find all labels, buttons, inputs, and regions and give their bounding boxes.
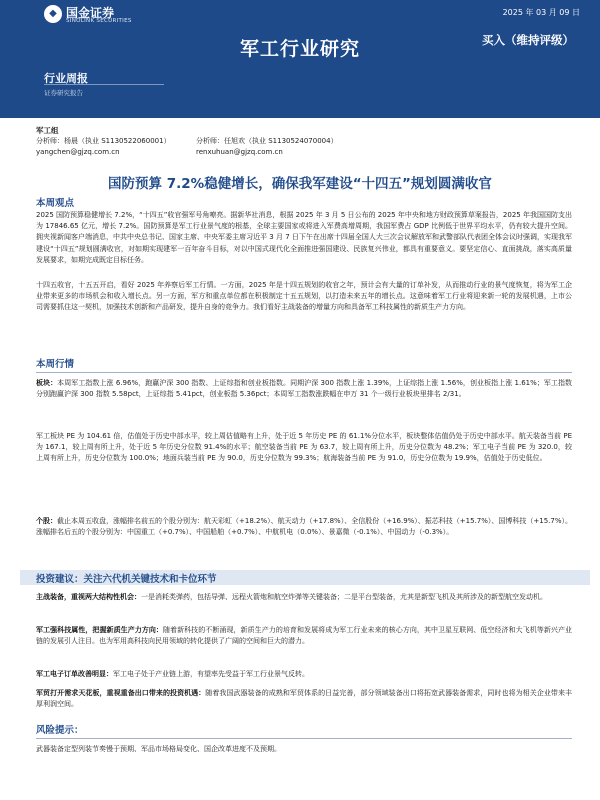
advice-item-1 xyxy=(36,592,572,603)
logo-name-en: SINOLINK SECURITIES xyxy=(66,18,132,24)
analyst-block xyxy=(36,125,576,158)
advice-item-2-text: 随着新科技的不断涌现，新质生产力的培育和发展将成为军工行业未来的核心方向，其中卫星互联网、低空经济和大飞机等新兴产业链的发展引人注目。也为军用高科技向民用领域的转化提供了广阔的空间和巨大的潜力。 xyxy=(36,626,573,646)
analyst-emails-row xyxy=(36,147,576,158)
overview-paragraph-1: 2025 国防预算稳健增长 7.2%，“十四五”收官强军号角嘹亮。据新华社消息，根据 2025 年 3 月 5 日公布的 2025 年中央和地方财政预算草案报告，2025 年我国国防支出为 17846.65 亿元，增长 7.2%。国防预算是军工行业景气度的根基，全球主要国家或将进入军费高增周期，我国军费占 GDP 比例低于世界平均水平，仍有较大提升空间。拥夹视新闻客户端消息，中共中央总书记、国家主席、中央军委主席习近平 3 月 7 日下午在出席十四届全国人大三次会议解放军和武警部队代表团全体会议时强调，实现我军建设“十四五”规划圆满收官，对如期实现建军一百年奋斗目标，对以中国式现代化全面推进强国建设、民族复兴伟业，都具有重要意义。要坚定信心、直面挑战，落实高质量发展要求，如期完成既定目标任务。 xyxy=(36,211,572,264)
plate-paragraph xyxy=(36,378,572,400)
advice-item-3 xyxy=(36,669,572,680)
section-heading-market: 本周行情 xyxy=(36,359,75,370)
advice-item-3-lead: 军工电子订单改善明显： xyxy=(36,670,113,678)
advice-item-2-lead: 军工强科技属性，把握新质生产力方向： xyxy=(36,626,163,634)
analyst-2-email[interactable]: renxuhuan@gjzq.com.cn xyxy=(196,148,283,156)
advice-item-4-lead: 军贸打开需求天花板，重视重备出口带来的投资机遇： xyxy=(36,689,206,697)
plate-lead: 板块： xyxy=(36,379,58,387)
section-heading-overview: 本周观点 xyxy=(36,198,75,209)
risk-heading: 风险提示： xyxy=(36,725,84,736)
stock-lead: 个股： xyxy=(36,517,57,525)
logo-name-cn: 国金证券 xyxy=(66,6,115,20)
report-subtype: 证券研究报告 xyxy=(44,89,83,97)
header-title: 军工行业研究 xyxy=(239,38,360,60)
plate-text: 本周军工指数上涨 6.96%，跑赢沪深 300 指数、上证综指和创业板指数。同期沪深 300 指数上涨 1.39%，上证综指上涨 1.56%，创业板指上涨 1.61%；军工指数分别跑赢沪深 300 指数 5.58pct，上证综指 5.41pct，创业板指 5.36pct；本周军工指数涨跌幅在申万 31 个一级行业板块里排名 2/31。 xyxy=(36,379,573,399)
risk-divider xyxy=(36,738,572,739)
analyst-1-email[interactable]: yangchen@gjzq.com.cn xyxy=(36,148,120,156)
sinolink-logo-icon: ◆ xyxy=(44,5,62,23)
advice-item-1-lead: 主战装备，重视两大结构性机会： xyxy=(36,593,141,601)
report-date: 2025 年 03 月 09 日 xyxy=(502,8,580,17)
analyst-group: 军工组 xyxy=(36,126,59,135)
analyst-2-name: 分析师：任旭欢（执业 S1130524070004） xyxy=(196,137,338,145)
advice-heading-bar xyxy=(20,570,590,585)
main-title: 国防预算 7.2%稳健增长，确保我军建设“十四五”规划圆满收官 xyxy=(108,176,492,192)
report-header xyxy=(0,0,600,118)
stock-paragraph xyxy=(36,516,572,538)
advice-item-2 xyxy=(36,625,572,647)
valuation-paragraph: 军工板块 PE 为 104.61 倍，估值处于历史中部水平，较上周估值略有上升，处于近 5 年历史 PE 的 61.1%分位水平，板块整体估值仍处于历史中部水平。航天装备当前 PE 为 167.1，较上周有所上升，处于近 5 年历史分位数 91.4%的水平；航空装备当前 PE 为 63.7，较上周有所上升，历史分位数为 48.2%；军工电子当前 PE 为 320.0，较上周有所上升，历史分位数为 100.0%；地面兵装当前 PE 为 90.0，历史分位数为 99.3%；航海装备当前 PE 为 91.0，历史分位数为 19.9%，估值处于历史低位。 xyxy=(36,432,572,463)
advice-heading: 投资建议：关注六代机关键技术和卡位环节 xyxy=(36,574,217,585)
advice-item-4-text: 随着我国武器装备的成熟和军贸体系的日益完善，部分领域装备出口将拓宽武器装备需求，同时也将为相关企业带来丰厚利润空间。 xyxy=(36,689,572,709)
analyst-1-name: 分析师：杨晨（执业 S1130522060001） xyxy=(36,137,171,145)
rating-badge: 买入（维持评级） xyxy=(482,33,574,47)
advice-item-3-text: 军工电子处于产业链上游，有望率先受益于军工行业景气反转。 xyxy=(113,670,309,678)
risk-text: 武器装备定型列装节奏慢于预期、军品市场格局变化、国企改革进度不及预期。 xyxy=(36,745,281,753)
stock-text: 截止本周五收盘，涨幅排名前五的个股分别为：航天彩虹（+18.2%）、航天动力（+17.8%）、全信股份（+16.9%）、振芯科技（+15.7%）、国博科技（+15.7%）。涨幅排名后五的个股分别为：中国重工（+0.7%）、中国船舶（+0.7%）、中航机电（0.0%）、景嘉微（-0.1%）、中国动力（-0.3%）。 xyxy=(36,517,573,537)
overview-paragraph-2: 十四五收官，十五五开启，看好 2025 年养察后军工行情。一方面，2025 年是十四五规划的收官之年，预计会有大量的订单补发，从而推动行业的景气度恢复，将为军工企业带来更多的市场机会和收入增长点。另一方面，军方和重点单位都在积极制定十五五规划，以打造未来五年的增长点。这意味着军工行业将迎来新一轮的发展机遇，上市公司需要抓住这一契机，加强技术创新和产品研发，提升自身的竞争力。我们看好主战装备的增量方向和具备军工科技属性的新质生产力方向。 xyxy=(36,281,572,312)
section-divider xyxy=(36,372,572,373)
analyst-names-row xyxy=(36,136,576,147)
report-type: 行业周报 xyxy=(44,72,88,85)
sinolink-logo xyxy=(44,3,164,29)
advice-item-4 xyxy=(36,688,572,710)
advice-item-1-text: 一是消耗类弹药，包括导弹、远程火箭炮和航空炸弹等关键装备；二是平台型装备，尤其是新型飞机及其所涉及的新型航空发动机。 xyxy=(141,593,547,601)
